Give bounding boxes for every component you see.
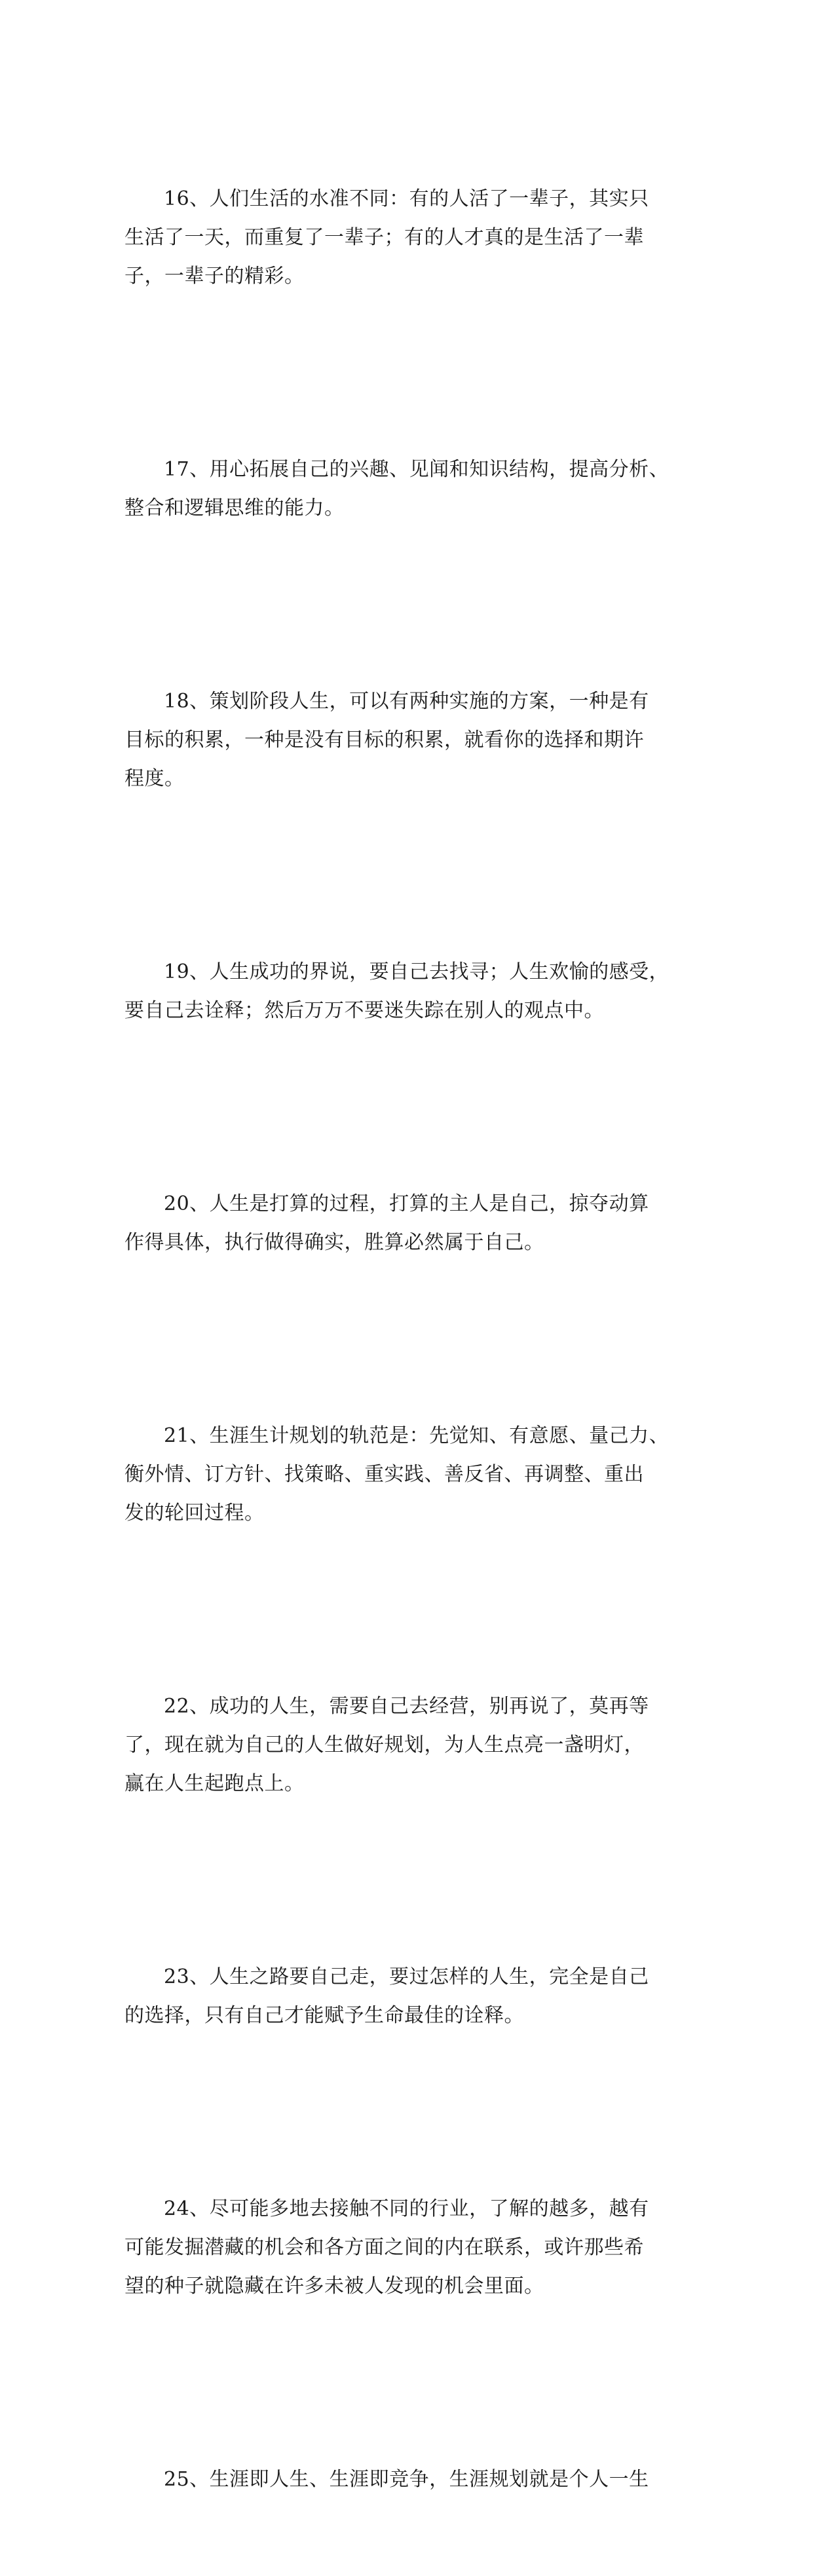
text-line: 19、人生成功的界说，要自己去找寻；人生欢愉的感受，: [164, 960, 670, 983]
text-line: 赢在人生起跑点上。: [124, 1772, 305, 1795]
text-line: 18、策划阶段人生，可以有两种实施的方案，一种是有: [164, 690, 649, 713]
paragraph-20: [124, 1107, 688, 1339]
text-line: 作得具体，执行做得确实，胜算必然属于自己。: [124, 1231, 544, 1254]
text-line: 生活了一天，而重复了一辈子；有的人才真的是生活了一辈: [124, 226, 644, 249]
text-line: 要自己去诠释；然后万万不要迷失踪在别人的观点中。: [124, 999, 604, 1022]
text-line: 望的种子就隐藏在许多未被人发现的机会里面。: [124, 2275, 544, 2298]
paragraph-24: [124, 2112, 688, 2383]
paragraph-18: [124, 605, 688, 875]
text-line: 20、人生是打算的过程，打算的主人是自己，掠夺动算: [164, 1192, 649, 1215]
text-line: 了，现在就为自己的人生做好规划，为人生点亮一盏明灯，: [124, 1733, 644, 1756]
paragraph-16: [124, 102, 688, 373]
paragraph-22: [124, 1610, 688, 1880]
paragraph-21: [124, 1339, 688, 1610]
text-line: 23、人生之路要自己走，要过怎样的人生，完全是自己: [164, 1965, 649, 1988]
text-line: 程度。: [124, 767, 185, 790]
paragraph-17: [124, 373, 688, 605]
text-line: 25、生涯即人生、生涯即竞争，生涯规划就是个人一生: [164, 2468, 649, 2491]
text-line: 16、人们生活的水准不同：有的人活了一辈子，其实只: [164, 187, 649, 210]
text-line: 22、成功的人生，需要自己去经营，别再说了，莫再等: [164, 1695, 649, 1718]
text-line: 衡外情、订方针、找策略、重实践、善反省、再调整、重出: [124, 1463, 644, 1486]
paragraph-19: [124, 875, 688, 1107]
text-line: 可能发掘潜藏的机会和各方面之间的内在联系，或许那些希: [124, 2236, 644, 2259]
text-line: 21、生涯生计规划的轨范是：先觉知、有意愿、量己力、: [164, 1424, 670, 1447]
paragraph-25: [124, 2383, 688, 2576]
text-line: 的选择，只有自己才能赋予生命最佳的诠释。: [124, 2004, 524, 2027]
document-body: [124, 102, 688, 2576]
text-line: 24、尽可能多地去接触不同的行业，了解的越多，越有: [164, 2197, 649, 2220]
paragraph-23: [124, 1880, 688, 2112]
text-line: 17、用心拓展自己的兴趣、见闻和知识结构，提高分析、: [164, 458, 670, 481]
text-line: 整合和逻辑思维的能力。: [124, 497, 345, 520]
text-line: 子，一辈子的精彩。: [124, 265, 305, 288]
text-line: 发的轮回过程。: [124, 1502, 265, 1525]
text-line: 目标的积累，一种是没有目标的积累，就看你的选择和期许: [124, 729, 644, 751]
